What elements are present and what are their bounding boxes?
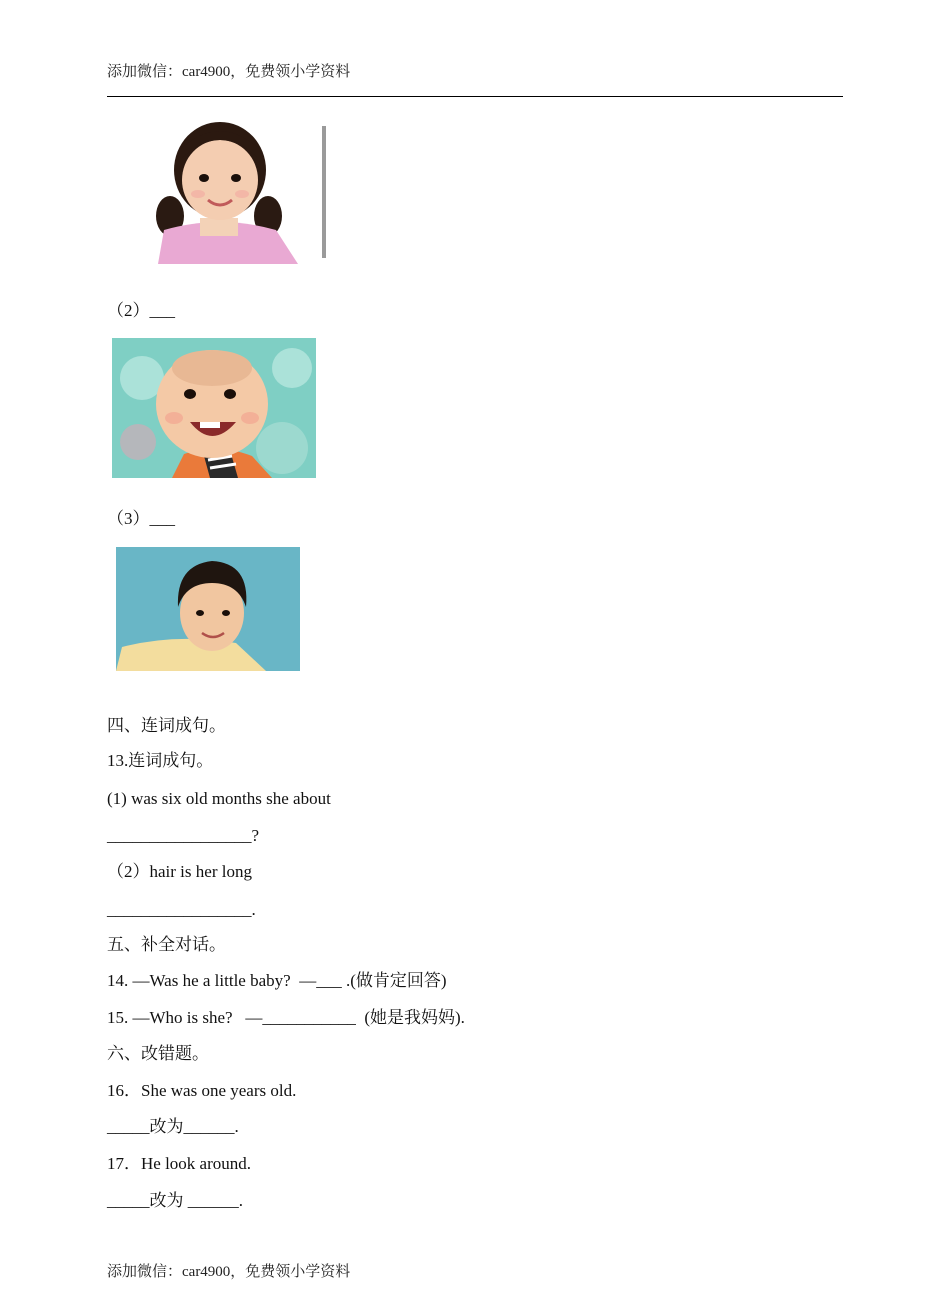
boy-portrait-photo-icon: [116, 547, 300, 671]
girl-photo: [140, 118, 340, 264]
question-3-label: （3）___: [107, 509, 175, 528]
question-16: 16．She was one years old.: [107, 1081, 297, 1100]
question-14: 14. —Was he a little baby? —___ .(做肯定回答): [107, 971, 447, 990]
question-13-2-answer-blank[interactable]: _________________.: [107, 900, 256, 919]
page-header: 添加微信：car4900，免费领小学资料: [107, 64, 351, 80]
question-2-label: （2）___: [107, 301, 175, 320]
question-15: 15. —Who is she? —___________ (她是我妈妈).: [107, 1008, 465, 1027]
question-13-1-words: (1) was six old months she about: [107, 789, 331, 808]
header-rule: [107, 96, 843, 97]
boy-photo: [116, 547, 300, 671]
question-17-answer-blank[interactable]: _____改为 ______.: [107, 1191, 243, 1210]
section-6-heading: 六、改错题。: [107, 1044, 209, 1063]
page-footer: 添加微信：car4900，免费领小学资料: [107, 1264, 351, 1280]
girl-portrait-photo-icon: [140, 118, 340, 264]
baby-portrait-photo-icon: [112, 338, 316, 478]
question-13-2-words: （2）hair is her long: [107, 862, 252, 881]
question-17: 17．He look around.: [107, 1154, 252, 1173]
section-5-heading: 五、补全对话。: [107, 935, 226, 954]
question-16-answer-blank[interactable]: _____改为______.: [107, 1117, 239, 1136]
section-4-heading: 四、连词成句。: [107, 716, 226, 735]
question-13-1-answer-blank[interactable]: _________________?: [107, 826, 260, 845]
baby-photo: [112, 338, 316, 478]
question-13-heading: 13.连词成句。: [107, 751, 214, 770]
